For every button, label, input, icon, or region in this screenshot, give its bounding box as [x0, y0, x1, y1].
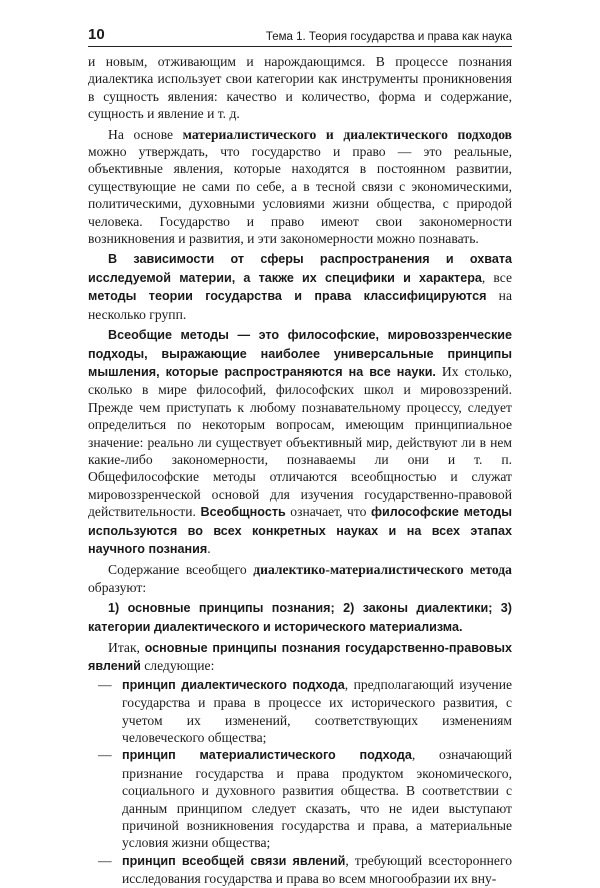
text-run: Их столько, сколько в мире философий, философских школ и мировоззрений. Прежде чем приступать к любому познавательному процессу, следует определиться по некоторым вопросам, имеющим принципиальное значение: реально ли существует объективный мир, действуют ли в нем какие-либо закономерности, познаваемы ли они и т. п. Общефилософские методы отличаются всеобщностью и служат мировоззренческой основой для изучения государственно-правовой действительности.: [88, 363, 512, 520]
text-run: На основе: [108, 126, 183, 142]
paragraph-3: [88, 250, 512, 323]
list-item: [98, 852, 512, 888]
bold-term: диалектико-материалистического метода: [253, 562, 512, 578]
dash-bullet: —: [98, 852, 112, 868]
page-header: [88, 26, 512, 47]
bold-term: основные принципы познания государственно-правовых явлений: [88, 641, 513, 674]
bold-term: материалистического и диалектического подходов: [182, 126, 512, 142]
text-run: , все: [481, 269, 512, 285]
paragraph-6: [88, 599, 512, 636]
text-run: .: [207, 540, 211, 556]
text-run: , предполагающий изучение государства и права в процессе их исторического развития, с учетом их изменений, соответствующих изменениям человеческого общества;: [122, 676, 512, 746]
text-run: Содержание всеобщего: [108, 562, 254, 578]
paragraph-4: [88, 326, 512, 558]
text-run: означает, что: [285, 504, 371, 520]
bold-term: 1) основные принципы познания; 2) законы диалектики; 3) категории диалектического и исторического материализма.: [88, 601, 512, 634]
bold-term: Всеобщие методы — это философские, мировоззренческие подходы, выражающие наиболее универсальные принципы мышления, которые распространяются на все науки.: [88, 328, 512, 379]
bold-term: методы теории государства и права классифицируются: [88, 289, 487, 304]
text-run: , означающий признание государства и права продуктом экономического, социального и духовного развития общества. В соответствии с данным принципом следует сказать, что не идеи выступают причиной возникновения государства и права, а материальные условия жизни общества;: [122, 747, 512, 851]
running-title: Тема 1. Теория государства и права как наука: [265, 31, 512, 43]
dash-bullet: —: [98, 676, 112, 692]
bold-term: Всеобщность: [200, 505, 286, 520]
text-run: на несколько групп.: [88, 288, 512, 322]
bold-term: В зависимости от сферы распространения и охвата исследуемой материи, а также их специфики и характера: [88, 252, 512, 285]
text-run: можно утверждать, что государство и право — это реальные, объективные явления, которые находятся в постоянном развитии, существующие не сами по себе, а в тесной связи с экономическими, политическими, духовными условиями жизни общества, с природой человека. Государство и право имеют свои закономерности возникновения и развития, и эти закономерности можно познавать.: [88, 144, 512, 247]
paragraph-5: [88, 561, 512, 596]
text-run: , требующий всестороннего исследования государства и права во всем многообразии их вну-: [122, 852, 512, 887]
bold-term: философские методы используются во всех конкретных науках и на всех этапах научного познания: [88, 505, 512, 556]
principles-list: [88, 676, 512, 888]
paragraph-7: [88, 639, 512, 676]
text-run: следующие:: [140, 658, 215, 674]
text-run: образуют:: [88, 579, 147, 595]
bold-term: принцип всеобщей связи явлений: [122, 853, 346, 868]
paragraph-2: [88, 126, 512, 248]
paragraph-1: и новым, отживающим и нарождающимся. В процессе познания диалектика использует свои категории как инструменты проникновения в сущность явления: качество и количество, форма и содержание, сущность и явление и т. д.: [88, 54, 512, 122]
text-run: Итак,: [108, 640, 145, 655]
bold-term: принцип материалистического подхода: [122, 748, 412, 763]
dash-bullet: —: [98, 747, 112, 763]
bold-term: принцип диалектического подхода: [122, 677, 345, 692]
list-item: [98, 746, 512, 851]
page-number: 10: [88, 26, 105, 43]
list-item: [98, 676, 512, 747]
